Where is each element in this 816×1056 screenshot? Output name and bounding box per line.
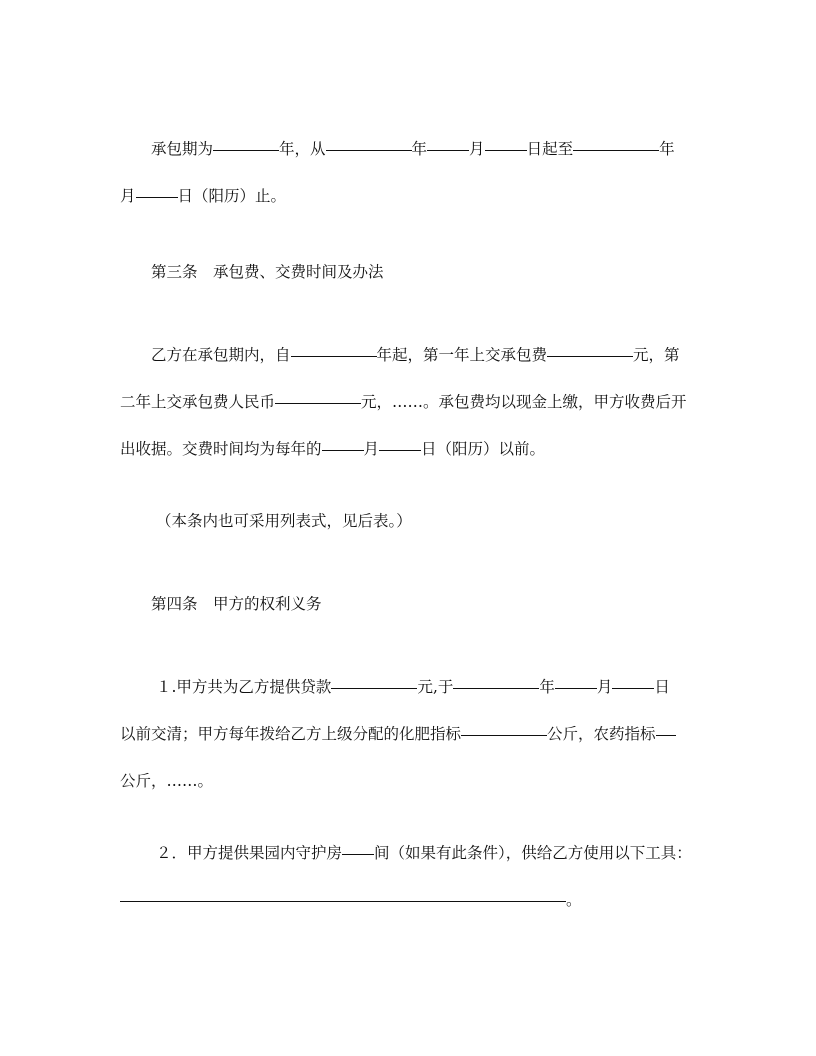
fill-blank xyxy=(379,449,421,451)
text-segment: ２．甲方提供果园内守护房 xyxy=(156,844,343,862)
section-heading: 第三条 承包费、交费时间及办法 xyxy=(151,263,384,281)
text-segment: 日起至 xyxy=(526,140,574,158)
text-segment: 元,于 xyxy=(417,678,454,696)
fill-blank xyxy=(461,734,547,736)
text-line xyxy=(120,426,700,473)
text-segment: 日 xyxy=(654,678,670,696)
article3-paragraph xyxy=(120,332,700,473)
text-segment: 月 xyxy=(120,187,136,205)
fill-blank xyxy=(485,149,527,151)
text-line xyxy=(120,711,700,758)
text-segment: 。 xyxy=(566,891,582,909)
contract-period-paragraph xyxy=(120,126,700,220)
fill-blank xyxy=(275,402,361,404)
text-segment: 年，从 xyxy=(279,140,326,158)
text-segment: 公斤，农药指标 xyxy=(547,725,656,743)
text-segment: 以前交清；甲方每年拨给乙方上级分配的化肥指标 xyxy=(120,725,462,743)
article4-heading xyxy=(120,581,700,628)
fill-blank xyxy=(342,853,374,855)
fill-blank xyxy=(136,196,178,198)
fill-blank xyxy=(427,149,469,151)
fill-blank xyxy=(555,687,597,689)
text-line xyxy=(120,379,700,426)
text-line: 公斤，……。 xyxy=(120,772,214,790)
article4-item2 xyxy=(120,830,700,924)
text-segment: 年 xyxy=(411,140,428,158)
fill-blank xyxy=(322,449,364,451)
fill-blank xyxy=(291,355,377,357)
text-line xyxy=(120,830,700,877)
text-segment: 承包期为 xyxy=(151,140,214,158)
fill-blank xyxy=(453,687,539,689)
fill-blank xyxy=(656,734,676,736)
text-segment: 二年上交承包费人民币 xyxy=(120,393,276,411)
text-segment: 月 xyxy=(363,440,380,458)
text-segment: 月 xyxy=(596,678,613,696)
text-segment: 出收据。交费时间均为每年的 xyxy=(120,440,322,458)
fill-blank xyxy=(612,687,654,689)
section-heading: 第四条 甲方的权利义务 xyxy=(151,595,322,613)
fill-blank xyxy=(326,149,412,151)
article3-note xyxy=(120,498,700,545)
text-segment: １.甲方共为乙方提供贷款 xyxy=(156,678,332,696)
text-segment: 月 xyxy=(469,140,485,158)
text-line xyxy=(120,877,700,924)
text-segment: 日（阳历）以前。 xyxy=(421,440,546,458)
text-line xyxy=(120,332,700,379)
article3-heading xyxy=(120,249,700,296)
text-segment: 间（如果有此条件），供给乙方使用以下工具： xyxy=(374,844,692,862)
text-segment: 年 xyxy=(539,678,555,696)
text-segment: 日（阳历）止。 xyxy=(177,187,287,205)
note-text: （本条内也可采用列表式，见后表。） xyxy=(156,512,412,530)
fill-blank xyxy=(213,149,279,151)
text-segment: 元，第 xyxy=(633,346,680,364)
fill-blank xyxy=(331,687,417,689)
text-segment: 年 xyxy=(659,140,675,158)
fill-blank xyxy=(573,149,659,151)
text-segment: 年起，第一年上交承包费 xyxy=(376,346,548,364)
text-segment: 元，……。承包费均以现金上缴，甲方收费后开 xyxy=(361,393,687,411)
fill-blank xyxy=(120,900,566,902)
text-segment: 乙方在承包期内，自 xyxy=(151,346,291,364)
text-line xyxy=(120,664,700,711)
article4-item1 xyxy=(120,664,700,805)
text-line xyxy=(120,126,700,173)
fill-blank xyxy=(547,355,633,357)
text-line xyxy=(120,173,700,220)
